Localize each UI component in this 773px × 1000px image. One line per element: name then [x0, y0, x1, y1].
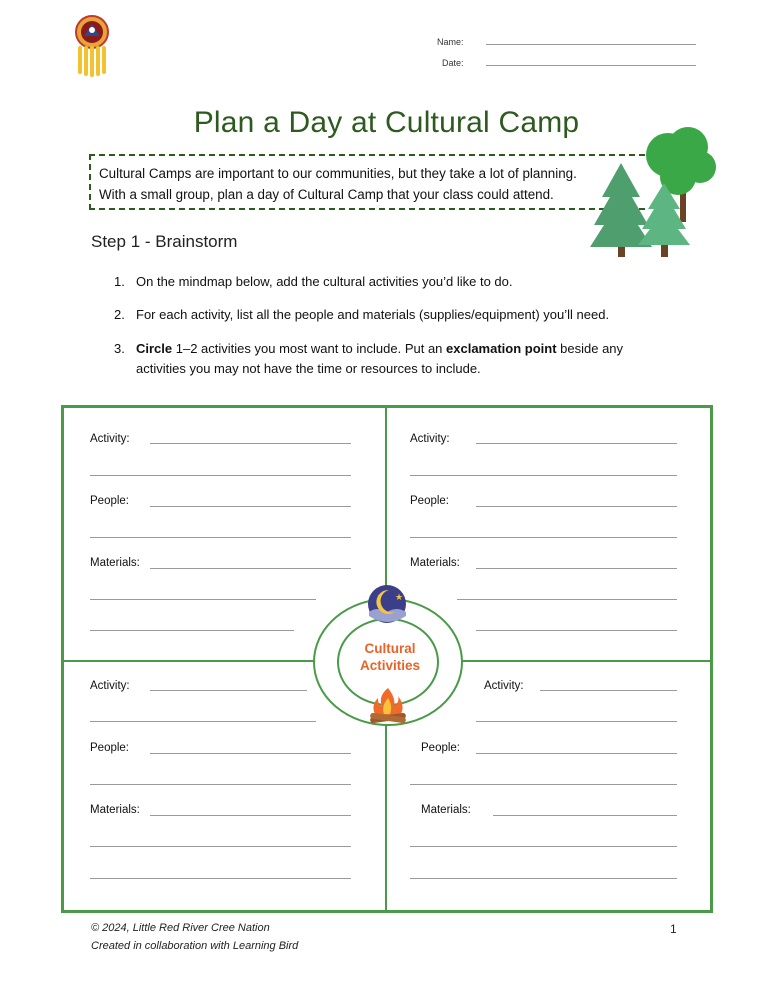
- instruction-number: 1.: [114, 274, 125, 289]
- trees-icon: [588, 125, 720, 260]
- people-label-bottom-left: People:: [90, 742, 130, 754]
- writing-line[interactable]: [90, 599, 316, 600]
- step-heading: Step 1 - Brainstorm: [91, 232, 238, 251]
- materials-line[interactable]: [476, 568, 677, 569]
- materials-label-bottom-right: Materials:: [421, 804, 471, 816]
- center-label-line-1: Cultural: [364, 641, 416, 656]
- activity-label-bottom-left: Activity:: [90, 680, 130, 692]
- people-label-bottom-right: People:: [421, 742, 461, 754]
- writing-line[interactable]: [90, 537, 351, 538]
- people-line[interactable]: [150, 753, 351, 754]
- page-title: Plan a Day at Cultural Camp: [193, 106, 580, 139]
- exclamation-emphasis: exclamation point: [446, 341, 557, 356]
- instruction-number: 3.: [114, 341, 125, 356]
- materials-line[interactable]: [150, 815, 351, 816]
- writing-line[interactable]: [410, 878, 677, 879]
- activity-label-bottom-right: Activity:: [484, 680, 524, 692]
- activity-line[interactable]: [540, 690, 677, 691]
- writing-line[interactable]: [90, 721, 316, 722]
- people-line[interactable]: [150, 506, 351, 507]
- instruction-2: [114, 305, 674, 325]
- writing-line[interactable]: [457, 599, 677, 600]
- instruction-text: On the mindmap below, add the cultural activities you’d like to do.: [136, 274, 513, 289]
- writing-line[interactable]: [90, 846, 351, 847]
- people-line[interactable]: [476, 753, 677, 754]
- people-line[interactable]: [476, 506, 677, 507]
- materials-label-bottom-left: Materials:: [90, 804, 140, 816]
- footer-credit: Created in collaboration with Learning Bird: [91, 940, 299, 952]
- activity-line[interactable]: [476, 443, 677, 444]
- instruction-3: 3. Circle 1–2 activities you most want to include. Put an exclamation point beside any activities you may not have the time or resources to include.: [114, 341, 624, 376]
- footer-copyright: © 2024, Little Red River Cree Nation: [91, 922, 270, 934]
- intro-line-2: With a small group, plan a day of Cultural Camp that your class could attend.: [99, 187, 554, 202]
- activity-label-top-right: Activity:: [410, 433, 450, 445]
- name-line[interactable]: [486, 44, 696, 45]
- materials-label-top-right: Materials:: [410, 557, 460, 569]
- activity-line[interactable]: [150, 443, 351, 444]
- date-label: Date:: [442, 58, 464, 68]
- svg-text:★: ★: [395, 593, 404, 603]
- campfire-icon: [366, 686, 410, 724]
- writing-line[interactable]: [90, 630, 294, 631]
- activity-label-top-left: Activity:: [90, 433, 130, 445]
- activity-line[interactable]: [150, 690, 307, 691]
- writing-line[interactable]: [90, 784, 351, 785]
- writing-line[interactable]: [90, 475, 351, 476]
- writing-line[interactable]: [90, 878, 351, 879]
- center-label-line-2: Activities: [359, 658, 421, 673]
- people-label-top-left: People:: [90, 495, 130, 507]
- date-line[interactable]: [486, 65, 696, 66]
- intro-box: [89, 154, 645, 210]
- materials-line[interactable]: [493, 815, 677, 816]
- writing-line[interactable]: [410, 537, 677, 538]
- materials-line[interactable]: [150, 568, 351, 569]
- page-number: 1: [670, 922, 677, 936]
- instruction-number: 2.: [114, 307, 125, 322]
- name-label: Name:: [437, 37, 464, 47]
- intro-line-1: Cultural Camps are important to our communities, but they take a lot of planning.: [99, 166, 577, 181]
- nation-logo: [72, 14, 112, 78]
- moon-stars-icon: [365, 584, 410, 624]
- writing-line[interactable]: [410, 784, 677, 785]
- circle-emphasis: Circle: [136, 341, 173, 356]
- materials-label-top-left: Materials:: [90, 557, 140, 569]
- writing-line[interactable]: [410, 846, 677, 847]
- writing-line[interactable]: [476, 630, 677, 631]
- instruction-text: For each activity, list all the people and materials (supplies/equipment) you’ll need.: [136, 307, 610, 322]
- writing-line[interactable]: [476, 721, 677, 722]
- writing-line[interactable]: [410, 475, 677, 476]
- center-label: [340, 640, 440, 674]
- people-label-top-right: People:: [410, 495, 450, 507]
- instruction-1: [114, 272, 674, 292]
- svg-text:★: ★: [377, 593, 383, 600]
